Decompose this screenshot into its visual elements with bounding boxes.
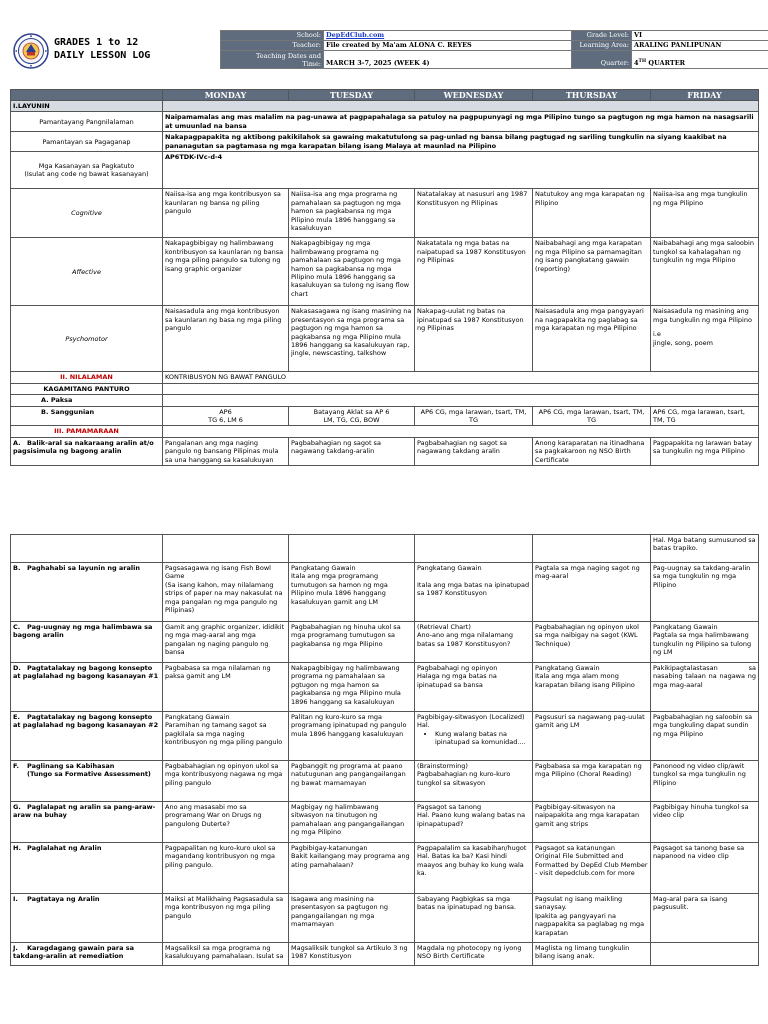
pamamaraan-fill: [163, 426, 759, 437]
affective-friday: Naibabahagi ang mga saloobin tungkol sa kahalagahan ng tungkulin ng mga Pilipino: [651, 238, 759, 306]
procedure-a-friday: Pagpapakita ng larawan batay sa tungkulin ng mga Pilipino: [651, 437, 759, 465]
section-layunin: I.LAYUNIN: [11, 101, 163, 112]
title-line-2: DAILY LESSON LOG: [54, 50, 151, 61]
procedure-e-letter: E.: [13, 713, 20, 721]
day-thursday: THURSDAY: [533, 90, 651, 101]
psychomotor-row: [11, 306, 759, 372]
teaching-dates-label: [221, 51, 324, 69]
header-info-table: [220, 30, 768, 69]
procedure-row-a: [11, 437, 759, 465]
psychomotor-friday: [651, 306, 759, 372]
procedure-h-letter: H.: [13, 844, 21, 852]
kagamitan-row: [11, 383, 759, 394]
cognitive-row: [11, 189, 759, 238]
procedure-row-g: [11, 802, 759, 843]
procedure-e-wednesday-bullet: • Kung walang batas na ipinatupad sa komunidad....: [435, 730, 530, 747]
procedure-j-text: Karagdagang gawain para sa takdang-aralin at remediation: [13, 944, 134, 961]
procedure-i-text: Pagtataya ng Aralin: [27, 895, 100, 903]
pamamaraan-row: [11, 426, 759, 437]
procedure-b-monday: Pagsasagawa ng isang Fish Bowl Game (Sa isang kahon, may nilalamang strips of paper na may nakasulat na mga pangalan ng mga pangulo ng Pilipinas): [163, 563, 289, 622]
pagganap-text: Nakapagpapakita ng aktibong pakikilahok sa gawaing makatutulong sa pag-unlad ng bansa bilang pagtugad ng sariling tungkulin na siyang kaakibat na pananagutan sa pagtamasa ng mga karapatan bilang isang Malaya at maunlad na Pilipino: [163, 132, 759, 152]
section-kagamitan: KAGAMITANG PANTURO: [11, 383, 163, 394]
lesson-log-table-page-2: [10, 534, 759, 966]
procedure-d-tuesday: Nakapagbibigay ng halimbawang programa ng pamahalaan sa pgtugon ng mga hamon sa pagkabansa ng mga Pilipino mula 1896 hanggang sa kasalukuyan: [289, 663, 415, 712]
procedure-i-thursday: Pagsulat ng isang maikling sanaysay. Ipakita ag pangyayari na nagpapakita sa paglabag ng mga karapatan: [533, 894, 651, 943]
quarter-word: QUARTER: [648, 59, 686, 67]
carryover-blank-thursday: [533, 535, 651, 563]
section-pamamaraan: III. PAMAMARAAN: [11, 426, 163, 437]
procedure-g-label: [11, 802, 163, 843]
cognitive-tuesday: Naiisa-isa ang mga programa ng pamahalaan sa pagtugon ng mga hamon sa pagkabansa ng mga Pilipino mula 1896 hanggang sa kasalukuyan: [289, 189, 415, 238]
deped-seal-icon: [13, 33, 49, 69]
procedure-i-monday: Maiksi at Malikhaing Pagsasadula sa mga kontribusyon ng mga piling pangulo: [163, 894, 289, 943]
procedure-e-thursday: Pagsusuri sa nagawang pag-uulat gamit ang LM: [533, 712, 651, 761]
procedure-b-friday: Pag-uugnay sa takdang-aralin sa mga tungkulin ng mga Pilipino: [651, 563, 759, 622]
procedure-i-label: [11, 894, 163, 943]
procedure-j-tuesday: Magsaliksik tungkol sa Artikulo 3 ng 1987 Konstitusyon: [289, 943, 415, 966]
procedure-row-b: [11, 563, 759, 622]
procedure-j-monday: Magsaliksil sa mga programa ng kasalukuyang pamahalaan. Isulat sa: [163, 943, 289, 966]
procedure-row-c: [11, 622, 759, 663]
procedure-e-tuesday: Palitan ng kuro-kuro sa mga programang ipinatupad ng pangulo mula 1896 hanggang kasalukuyan: [289, 712, 415, 761]
affective-wednesday: Nakatatala ng mga batas na naipatupad sa 1987 Konstitusyon ng Pilipinas: [415, 238, 533, 306]
procedure-h-friday: Pagsagot sa tanong base sa napanood na video clip: [651, 843, 759, 894]
kasanayan-label: [11, 152, 163, 189]
procedure-a-text: Balik-aral sa nakaraang aralin at/o pagsisimula ng bagong aralin: [13, 438, 154, 456]
paksa-label: A. Paksa: [11, 395, 163, 406]
kasanayan-code: AP6TDK-IVc-d-4: [163, 152, 759, 189]
procedure-d-thursday: Pangkatang Gawain Itala ang mga alam mong karapatan bilang isang Pilipino: [533, 663, 651, 712]
day-header-row: [11, 90, 759, 101]
procedure-a-monday: Pangalanan ang mga naging pangulo ng bansang Pilipinas mula sa una hanggang sa kasalukuyan: [163, 437, 289, 465]
procedure-f-thursday: Pagbabasa sa mga karapatan ng mga Pilipino (Choral Reading): [533, 761, 651, 802]
procedure-f-friday: Panonood ng video clip/awit tungkol sa mga tungkulin ng Pilipino: [651, 761, 759, 802]
nilalaman-row: [11, 372, 759, 383]
lesson-log-table-page-1: [10, 89, 759, 466]
procedure-e-wednesday: [415, 712, 533, 761]
affective-monday: Nakapagbibigay ng halimbawang kontribusyon sa kaunlaran ng bansa ng mga piling pangulo sa tulong ng isang graphic organizer: [163, 238, 289, 306]
carryover-row: [11, 535, 759, 563]
procedure-f-subtext: (Tungo sa Formative Assessment): [27, 770, 151, 779]
procedure-e-label: [11, 712, 163, 761]
affective-label: Affective: [11, 238, 163, 306]
procedure-f-monday: Pagbabahagian ng opinyon ukol sa mga kontribusyong nagawa ng mga piling pangulo: [163, 761, 289, 802]
procedure-b-thursday: Pagtala sa mga naging sagot ng mag-aaral: [533, 563, 651, 622]
cognitive-monday: Naiisa-isa ang mga kontribusyon sa kaunlaran ng bansa ng piling pangulo: [163, 189, 289, 238]
cognitive-wednesday: Natatalakay at nasusuri ang 1987 Konstitusyon ng Pilipinas: [415, 189, 533, 238]
procedure-e-friday: Pagbabahagian ng saloobin sa mga tungkuling dapat sundin ng mga Pilipino: [651, 712, 759, 761]
psychomotor-wednesday: Nakapag-uulat ng batas na ipinatupad sa 1987 Konstitusyon ng Pilipinas: [415, 306, 533, 372]
day-header-blank: [11, 90, 163, 101]
procedure-d-letter: D.: [13, 664, 21, 672]
procedure-row-i: [11, 894, 759, 943]
learning-area-label: Learning Area:: [572, 41, 632, 51]
teacher-label: Teacher:: [221, 41, 324, 51]
procedure-e-text: Pagtatalakay ng bagong konsepto at paglalahad ng bagong kasanayan #2: [13, 713, 159, 730]
psychomotor-tuesday: Nakasasagawa ng isang masining na presentasyon sa mga programa sa pagtugon ng mga hamon sa pagkabansa ng mga Pilipino mula 1896 hanggang sa kasalukuyan rap, jingle, newscasting, talkshow: [289, 306, 415, 372]
procedure-a-thursday: Anong karaparatan na itinadhana sa pagkakaroon ng NSO Birth Certificate: [533, 437, 651, 465]
kasanayan-label-line-1: Mga Kasanayan sa Pagkatuto: [38, 162, 135, 170]
procedure-c-letter: C.: [13, 623, 21, 631]
procedure-a-wednesday: Pagbabahagian ng sagot sa nagawang takdang aralin: [415, 437, 533, 465]
procedure-g-thursday: Pagbibigay-sitwasyon na naipapakita ang mga karapatan gamit ang strips: [533, 802, 651, 843]
procedure-c-wednesday: (Retrieval Chart) Ano-ano ang mga nilalamang batas sa 1987 Konstitusyon?: [415, 622, 533, 663]
section-layunin-fill: [163, 101, 759, 112]
cognitive-thursday: Natutukoy ang mga karapatan ng Pilipino: [533, 189, 651, 238]
procedure-c-label: [11, 622, 163, 663]
section-layunin-row: [11, 101, 759, 112]
procedure-h-tuesday: Pagbibigay-katanungan Bakit kailangang may programa ang ating pamahalaan?: [289, 843, 415, 894]
school-label: School:: [221, 31, 324, 41]
procedure-row-h: [11, 843, 759, 894]
psychomotor-friday-ie: i.e: [653, 330, 661, 339]
grade-level-value: VI: [632, 31, 768, 41]
cognitive-friday: Naiisa-isa ang mga tungkulin ng mga Pilipino: [651, 189, 759, 238]
quarter-number: 4: [634, 59, 639, 67]
procedure-g-tuesday: Magbigay ng halimbawang sitwasyon na tinutugon ng pamahalaan ang pangangailangan ng mga Pilipino: [289, 802, 415, 843]
pagganap-row: [11, 132, 759, 152]
psychomotor-monday: Naisasadula ang mga kontribusyon sa kaunlaran ng basa ng mga piling pangulo: [163, 306, 289, 372]
kagamitan-fill: [163, 383, 759, 394]
carryover-blank-tuesday: [289, 535, 415, 563]
procedure-f-tuesday: Pagbanggit ng programa at paano natutugunan ang pangangailangan ng bawat mamamayan: [289, 761, 415, 802]
grade-level-label: Grade Level:: [572, 31, 632, 41]
procedure-c-friday: Pangkatang Gawain Pagtala sa mga halimbawang tungkulin ng Pilipino sa tulong ng LM: [651, 622, 759, 663]
psychomotor-friday-examples: jingle, song, poem: [653, 338, 713, 347]
procedure-f-text: Paglinang sa Kabihasan: [27, 762, 115, 770]
procedure-b-text: Paghahabi sa layunin ng aralin: [27, 564, 140, 572]
procedure-g-wednesday: Pagsagot sa tanong Hal. Paano kung walang batas na ipinapatupad?: [415, 802, 533, 843]
procedure-b-wednesday: Pangkatang Gawain Itala ang mga batas na ipinatupad sa 1987 Konstitusyon: [415, 563, 533, 622]
procedure-b-label: [11, 563, 163, 622]
day-tuesday: TUESDAY: [289, 90, 415, 101]
nilalaman-text: KONTRIBUSYON NG BAWAT PANGULO: [163, 372, 759, 383]
kasanayan-row: [11, 152, 759, 189]
procedure-h-wednesday: Pagpapalalim sa kasabihan/hugot Hal. Batas ka ba? Kasi hindi maayos ang buhay ko kung wala ka.: [415, 843, 533, 894]
carryover-blank-monday: [163, 535, 289, 563]
procedure-b-letter: B.: [13, 564, 21, 572]
paksa-row: [11, 395, 759, 406]
quarter-suffix: TH: [638, 58, 647, 64]
sanggunian-friday: AP6 CG, mga larawan, tsart, TM, TG: [651, 406, 759, 426]
pangnilalaman-row: [11, 112, 759, 132]
carryover-friday: Hal. Mga batang sumusunod sa batas trapiko.: [651, 535, 759, 563]
procedure-e-wednesday-text: Pagbibigay-sitwasyon (Localized) Hal.: [417, 713, 525, 730]
procedure-h-label: [11, 843, 163, 894]
procedure-e-monday: Pangkatang Gawain Paramihan ng tamang sagot sa pagkilala sa mga naging kontribusyon ng mga piling pangulo: [163, 712, 289, 761]
procedure-i-friday: Mag-aral para sa isang pagsusulit.: [651, 894, 759, 943]
title-line-1: GRADES 1 to 12: [54, 37, 139, 48]
procedure-g-monday: Ano ang masasabi mo sa programang War on Drugs ng pangulong Duterte?: [163, 802, 289, 843]
procedure-d-monday: Pagbabasa sa mga nilalaman ng paksa gamit ang LM: [163, 663, 289, 712]
dates-label-line-1: Teaching Dates and: [255, 51, 321, 60]
psychomotor-label: Psychomotor: [11, 306, 163, 372]
procedure-a-letter: A.: [13, 438, 21, 447]
quarter-value: [632, 51, 768, 69]
pangnilalaman-text: Naipamamalas ang mas malalim na pag-unawa at pagpapahalaga sa patuloy na pagpupunyagi ng mga Pilipino tungo sa pagtugon ng mga hamon na nasagsarili at umuunlad na bansa: [163, 112, 759, 132]
sanggunian-tuesday: Batayang Aklat sa AP 6 LM, TG, CG, BOW: [289, 406, 415, 426]
procedure-c-monday: Gamit ang graphic organizer, ididikit ng mga mag-aaral ang mga pangalan ng naging pangulo ng bansa: [163, 622, 289, 663]
procedure-a-tuesday: Pagbabahagian ng sagot sa nagawang takdang-aralin: [289, 437, 415, 465]
procedure-j-letter: J.: [13, 944, 18, 952]
day-friday: FRIDAY: [651, 90, 759, 101]
psychomotor-thursday: Naisasadula ang mga pangyayari na nagpapakita ng paglabag sa mga karapatan ng mga Pilipino: [533, 306, 651, 372]
procedure-a-label: [11, 437, 163, 465]
psychomotor-friday-text: Naisasadula ng masining ang mga tungkulin ng mga Pilipino: [653, 307, 752, 324]
procedure-e-wednesday-list: [417, 730, 530, 747]
procedure-j-thursday: Maglista ng limang tungkulin bilang isang anak.: [533, 943, 651, 966]
affective-thursday: Naibabahagi ang mga karapatan ng mga Pilipino sa pamamagitan ng isang pangkatang gawain (reporting): [533, 238, 651, 306]
procedure-f-letter: F.: [13, 762, 19, 770]
procedure-i-wednesday: Sabayang Pagbigkas sa mga batas na ipinatupad ng bansa.: [415, 894, 533, 943]
procedure-c-text: Pag-uugnay ng mga halimbawa sa bagong aralin: [13, 623, 153, 640]
day-monday: MONDAY: [163, 90, 289, 101]
pangnilalaman-label: Pamantayang Pangnilalaman: [11, 112, 163, 132]
paksa-fill: [163, 395, 759, 406]
dates-label-line-2: Time:: [302, 59, 321, 68]
sanggunian-thursday: AP6 CG, mga larawan, tsart, TM, TG: [533, 406, 651, 426]
sanggunian-label: B. Sanggunian: [11, 406, 163, 426]
procedure-row-d: [11, 663, 759, 712]
sanggunian-row: [11, 406, 759, 426]
teaching-dates-value: MARCH 3-7, 2025 (WEEK 4): [324, 51, 572, 69]
procedure-h-thursday: Pagsagot sa katanungan Original File Submitted and Formatted by DepEd Club Member - visit depedclub.com for more: [533, 843, 651, 894]
procedure-d-wednesday: Pagbabahagi ng opinyon Halaga ng mga batas na ipinatupad sa bansa: [415, 663, 533, 712]
procedure-d-friday: Pakikipagtalastasan sa nasabing talaan na nagawa ng mga mag-aaral: [651, 663, 759, 712]
procedure-row-f: [11, 761, 759, 802]
procedure-j-friday: [651, 943, 759, 966]
learning-area-value: ARALING PANLIPUNAN: [632, 41, 768, 51]
carryover-blank-wednesday: [415, 535, 533, 563]
sanggunian-wednesday: AP6 CG, mga larawan, tsart, TM, TG: [415, 406, 533, 426]
procedure-f-label: [11, 761, 163, 802]
procedure-c-tuesday: Pagbabahagian ng hinuha ukol sa mga programang tumutugon sa pagkabansa ng mga Pilipino: [289, 622, 415, 663]
procedure-c-thursday: Pagbabahagian ng opinyon ukol sa mga naibigay na sagot (KWL Technique): [533, 622, 651, 663]
procedure-row-j: [11, 943, 759, 966]
procedure-g-text: Paglalapat ng aralin sa pang-araw-araw na buhay: [13, 803, 156, 820]
procedure-d-label: [11, 663, 163, 712]
procedure-j-wednesday: Magdala ng photocopy ng iyong NSO Birth Certificate: [415, 943, 533, 966]
section-nilalaman: II. NILALAMAN: [11, 372, 163, 383]
log-title: [54, 36, 150, 62]
procedure-i-tuesday: Isagawa ang masining na presentasyon sa pagtugon ng pangangailangan ng mga mamamayan: [289, 894, 415, 943]
school-link[interactable]: DepEdClub.com: [324, 31, 572, 41]
affective-row: [11, 238, 759, 306]
header: [10, 30, 758, 75]
kasanayan-label-line-2: (Isulat ang code ng bawat kasanayan): [24, 170, 149, 179]
procedure-h-monday: Pagpapalitan ng kuro-kuro ukol sa magandang kontribusyon ng mga piling pangulo.: [163, 843, 289, 894]
procedure-d-text: Pagtatalakay ng bagong konsepto at paglalahad ng bagong kasanayan #1: [13, 664, 159, 681]
affective-tuesday: Nakapagbibigay ng mga halimbawang programa ng pamahalaan sa pagtugon ng mga hamon sa pagkabansa ng mga Pilipino mula 1896 hanggang sa kasalukuyan sa tulong ng isang flow chart: [289, 238, 415, 306]
teacher-value: File created by Ma'am ALONA C. REYES: [324, 41, 572, 51]
procedure-g-friday: Pagbibigay hinuha tungkol sa video clip: [651, 802, 759, 843]
sanggunian-monday: AP6 TG 6, LM 6: [163, 406, 289, 426]
procedure-g-letter: G.: [13, 803, 21, 811]
cognitive-label: Cognitive: [11, 189, 163, 238]
day-wednesday: WEDNESDAY: [415, 90, 533, 101]
procedure-j-label: [11, 943, 163, 966]
procedure-h-text: Paglalahat ng Aralin: [27, 844, 102, 852]
procedure-f-wednesday: (Brainstorming) Pagbabahagian ng kuro-kuro tungkol sa sitwasyon: [415, 761, 533, 802]
procedure-b-tuesday: Pangkatang Gawain Itala ang mga programang tumutugon sa hamon ng mga Pilipino mula 1896 hanggang kasalukuyan gamit ang LM: [289, 563, 415, 622]
pagganap-label: Pamantayan sa Pagaganap: [11, 132, 163, 152]
procedure-row-e: [11, 712, 759, 761]
procedure-i-letter: I.: [13, 895, 18, 903]
quarter-label: Quarter:: [572, 51, 632, 69]
carryover-blank-label: [11, 535, 163, 563]
